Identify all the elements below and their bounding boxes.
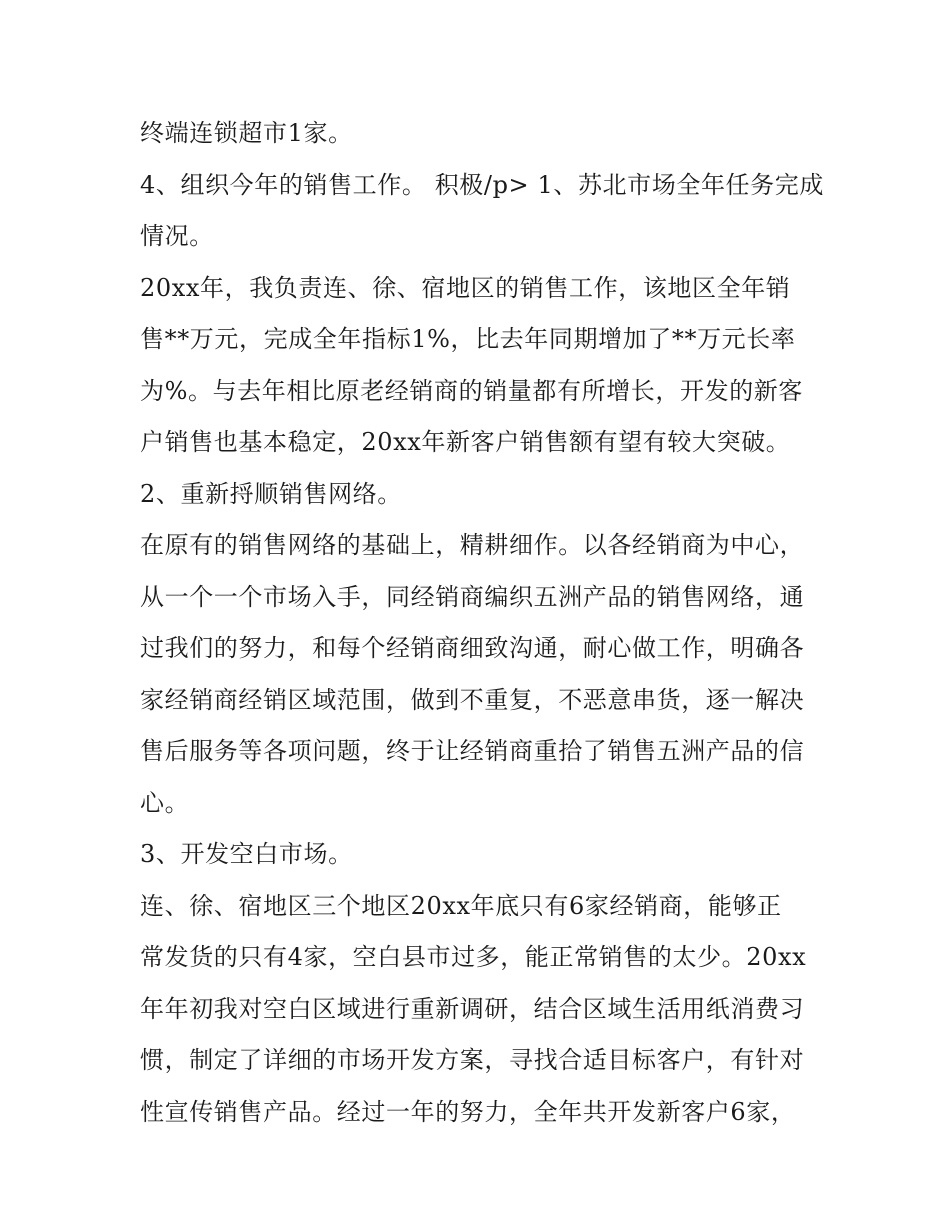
text-line: 3、开发空白市场。	[140, 840, 353, 868]
text-line: 20xx年，我负责连、徐、宿地区的销售工作，该地区全年销	[140, 273, 791, 302]
text-line: 过我们的努力，和每个经销商细致沟通，耐心做工作，明确各	[140, 634, 805, 662]
text-line: 在原有的销售网络的基础上，精耕细作。以各经销商为中心，	[140, 531, 805, 559]
text-line: 售后服务等各项问题，终于让经销商重拾了销售五洲产品的信	[140, 737, 805, 765]
text-line: 情况。	[140, 222, 214, 250]
text-line: 年年初我对空白区域进行重新调研，结合区域生活用纸消费习	[140, 994, 805, 1023]
text-line: 从一个一个市场入手，同经销商编织五洲产品的销售网络，通	[140, 582, 805, 611]
text-line: 家经销商经销区域范围，做到不重复，不恶意串货，逐一解决	[140, 685, 805, 714]
text-line: 连、徐、宿地区三个地区20xx年底只有6家经销商，能够正	[140, 891, 782, 920]
text-line: 惯，制定了详细的市场开发方案，寻找合适目标客户，有针对	[140, 1046, 805, 1074]
text-line: 性宣传销售产品。经过一年的努力，全年共开发新客户6家，	[140, 1097, 796, 1126]
text-line: 2、重新捋顺销售网络。	[140, 479, 402, 508]
text-line: 售**万元，完成全年指标1%，比去年同期增加了**万元长率	[140, 325, 796, 353]
document-body	[140, 108, 824, 1138]
text-line: 4、组织今年的销售工作。 积极/p> 1、苏北市场全年任务完成	[140, 170, 824, 199]
text-line: 户销售也基本稳定，20xx年新客户销售额有望有较大突破。	[140, 428, 791, 456]
text-line: 心。	[140, 788, 190, 817]
text-line: 终端连锁超市1家。	[140, 119, 353, 147]
text-line: 常发货的只有4家，空白县市过多，能正常销售的太少。20xx	[140, 943, 807, 971]
text-line: 为%。与去年相比原老经销商的销量都有所增长，开发的新客	[140, 376, 804, 405]
